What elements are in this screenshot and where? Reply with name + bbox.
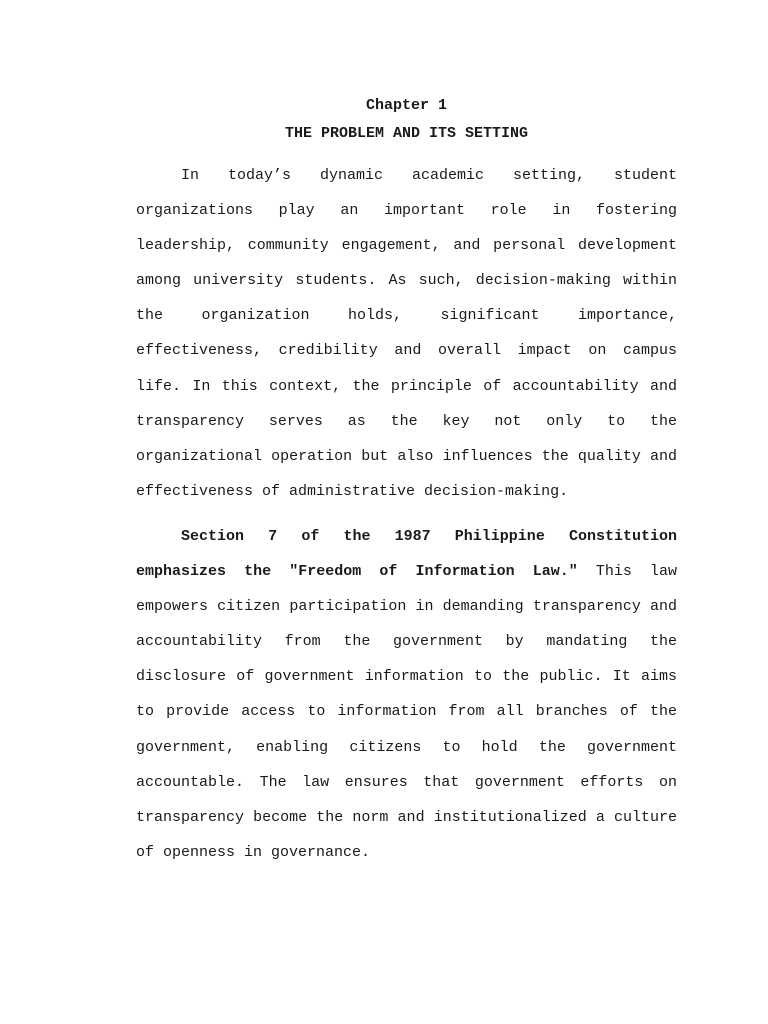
document-page bbox=[136, 92, 677, 880]
chapter-label: Chapter 1 bbox=[365, 97, 447, 114]
paragraph-constitution-bold: Section 7 of the 1987 Philippine Constitution emphasizes the "Freedom of Information Law." bbox=[136, 527, 677, 581]
paragraph-intro: In today’s dynamic academic setting, student organizations play an important role in fostering leadership, community engagement, and personal development among university students. As such, decision-making within the organization holds, significant importance, effectiveness, credibility and overall impact on campus life. In this context, the principle of accountability and transparency serves as the key not only to the organizational operation but also influences the quality and effectiveness of administrative decision-making. bbox=[136, 167, 677, 500]
paragraph-constitution-text: This law empowers citizen participation in demanding transparency and accountability from the government by mandating the disclosure of government information to the public. It aims to provide access to information from all branches of the government, enabling citizens to hold the government accountable. The law ensures that government efforts on transparency become the norm and institutionalized a culture of openness in governance. bbox=[136, 563, 677, 861]
chapter-title: THE PROBLEM AND ITS SETTING bbox=[284, 125, 529, 142]
paragraph-constitution bbox=[136, 519, 677, 870]
